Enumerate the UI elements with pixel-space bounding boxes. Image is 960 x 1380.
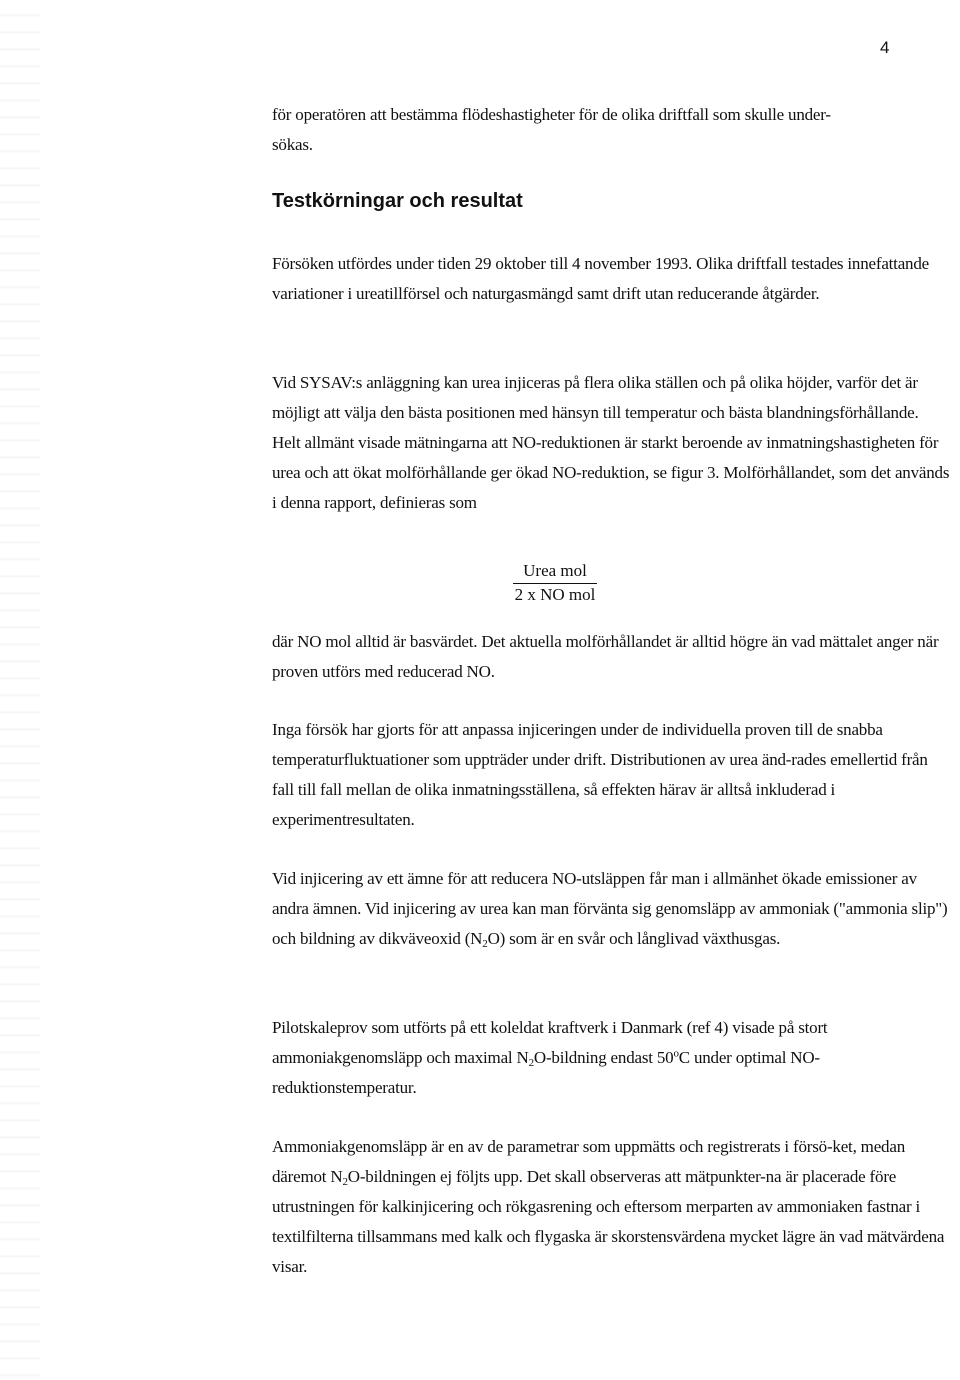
intro-line-1: för operatören att bestämma flödeshastigheter för de olika driftfall som skulle under- [272,105,831,124]
paragraph-1 [272,249,947,309]
paragraph-3-text: där NO mol alltid är basvärdet. Det aktuella molförhållandet är alltid högre än vad mättalet anger när proven utförs med reducerad NO. [272,632,939,681]
page-number: 4 [880,38,890,57]
formula-numerator: Urea mol [513,560,597,584]
paragraph-5-part-b: O) som är en svår och långlivad växthusgas. [487,929,781,948]
paragraph-5-text [272,864,948,954]
paragraph-6-part-c: C under optimal NO-reduktionstemperatur. [272,1048,820,1097]
molar-ratio-formula [490,560,620,606]
intro-paragraph [272,100,952,160]
intro-line-2: sökas. [272,135,313,154]
n2o-subscript: 2 [482,938,488,950]
paragraph-1-text: Försöken utfördes under tiden 29 oktober till 4 november 1993. Olika driftfall testades innefattande variationer i ureatillförsel och naturgasmängd samt drift utan reducerande åtgärder. [272,254,929,303]
paragraph-7 [272,1132,948,1282]
paragraph-4-text: Inga försök har gjorts för att anpassa injiceringen under de individuella proven till de snabba temperaturfluktuationer som uppträder under drift. Distributionen av urea änd-rades emellertid från fall till fall mellan de olika inmatningsställena, så effekten härav är alltså inkluderad i experimentresultaten. [272,720,928,829]
paragraph-5-part-a: Vid injicering av ett ämne för att reducera NO-utsläppen får man i allmänhet ökade emissioner av andra ämnen. Vid injicering av urea kan man förvänta sig genomsläpp av ammoniak ("ammonia slip") och bildning av dikväveoxid (N [272,869,948,948]
paragraph-6 [272,1013,944,1103]
paragraph-6-part-b: O-bildning endast 50 [533,1048,674,1067]
paragraph-6-text [272,1013,944,1103]
paragraph-2 [272,368,950,518]
scan-edge-artifact [0,0,40,1380]
paragraph-2-text: Vid SYSAV:s anläggning kan urea injiceras på flera olika ställen och på olika höjder, varför det är möjligt att välja den bästa positionen med hänsyn till temperatur och bästa blandningsförhållande. Helt allmänt visade mätningarna att NO-reduktionen är starkt beroende av inmatningshastigheten för urea och att ökat molförhållande ger ökad NO-reduktion, se figur 3. Molförhållandet, som det används i denna rapport, definieras som [272,373,950,512]
paragraph-7-part-b: O-bildningen ej följts upp. Det skall observeras att mätpunkter-na är placerade före utrustningen för kalkinjicering och rökgasrening och eftersom merparten av ammoniaken fastnar i textilfilterna tillsammans med kalk och flygaska är skorstensvärdena mycket lägre än vad mätvärdena visar. [272,1167,945,1276]
n2o-subscript: 2 [342,1176,348,1188]
formula-denominator: 2 x NO mol [514,585,596,604]
degree-superscript: o [673,1047,679,1060]
paragraph-6-part-a: Pilotskaleprov som utförts på ett koleldat kraftverk i Danmark (ref 4) visade på stort ammoniakgenomsläpp och maximal N [272,1018,828,1067]
n2o-subscript: 2 [528,1057,534,1069]
paragraph-3 [272,627,942,687]
paragraph-7-text [272,1132,948,1282]
paragraph-4 [272,715,944,835]
paragraph-7-part-a: Ammoniakgenomsläpp är en av de parametrar som uppmätts och registrerats i försö-ket, medan däremot N [272,1137,905,1186]
section-heading: Testkörningar och resultat [272,190,523,212]
paragraph-5 [272,864,948,954]
